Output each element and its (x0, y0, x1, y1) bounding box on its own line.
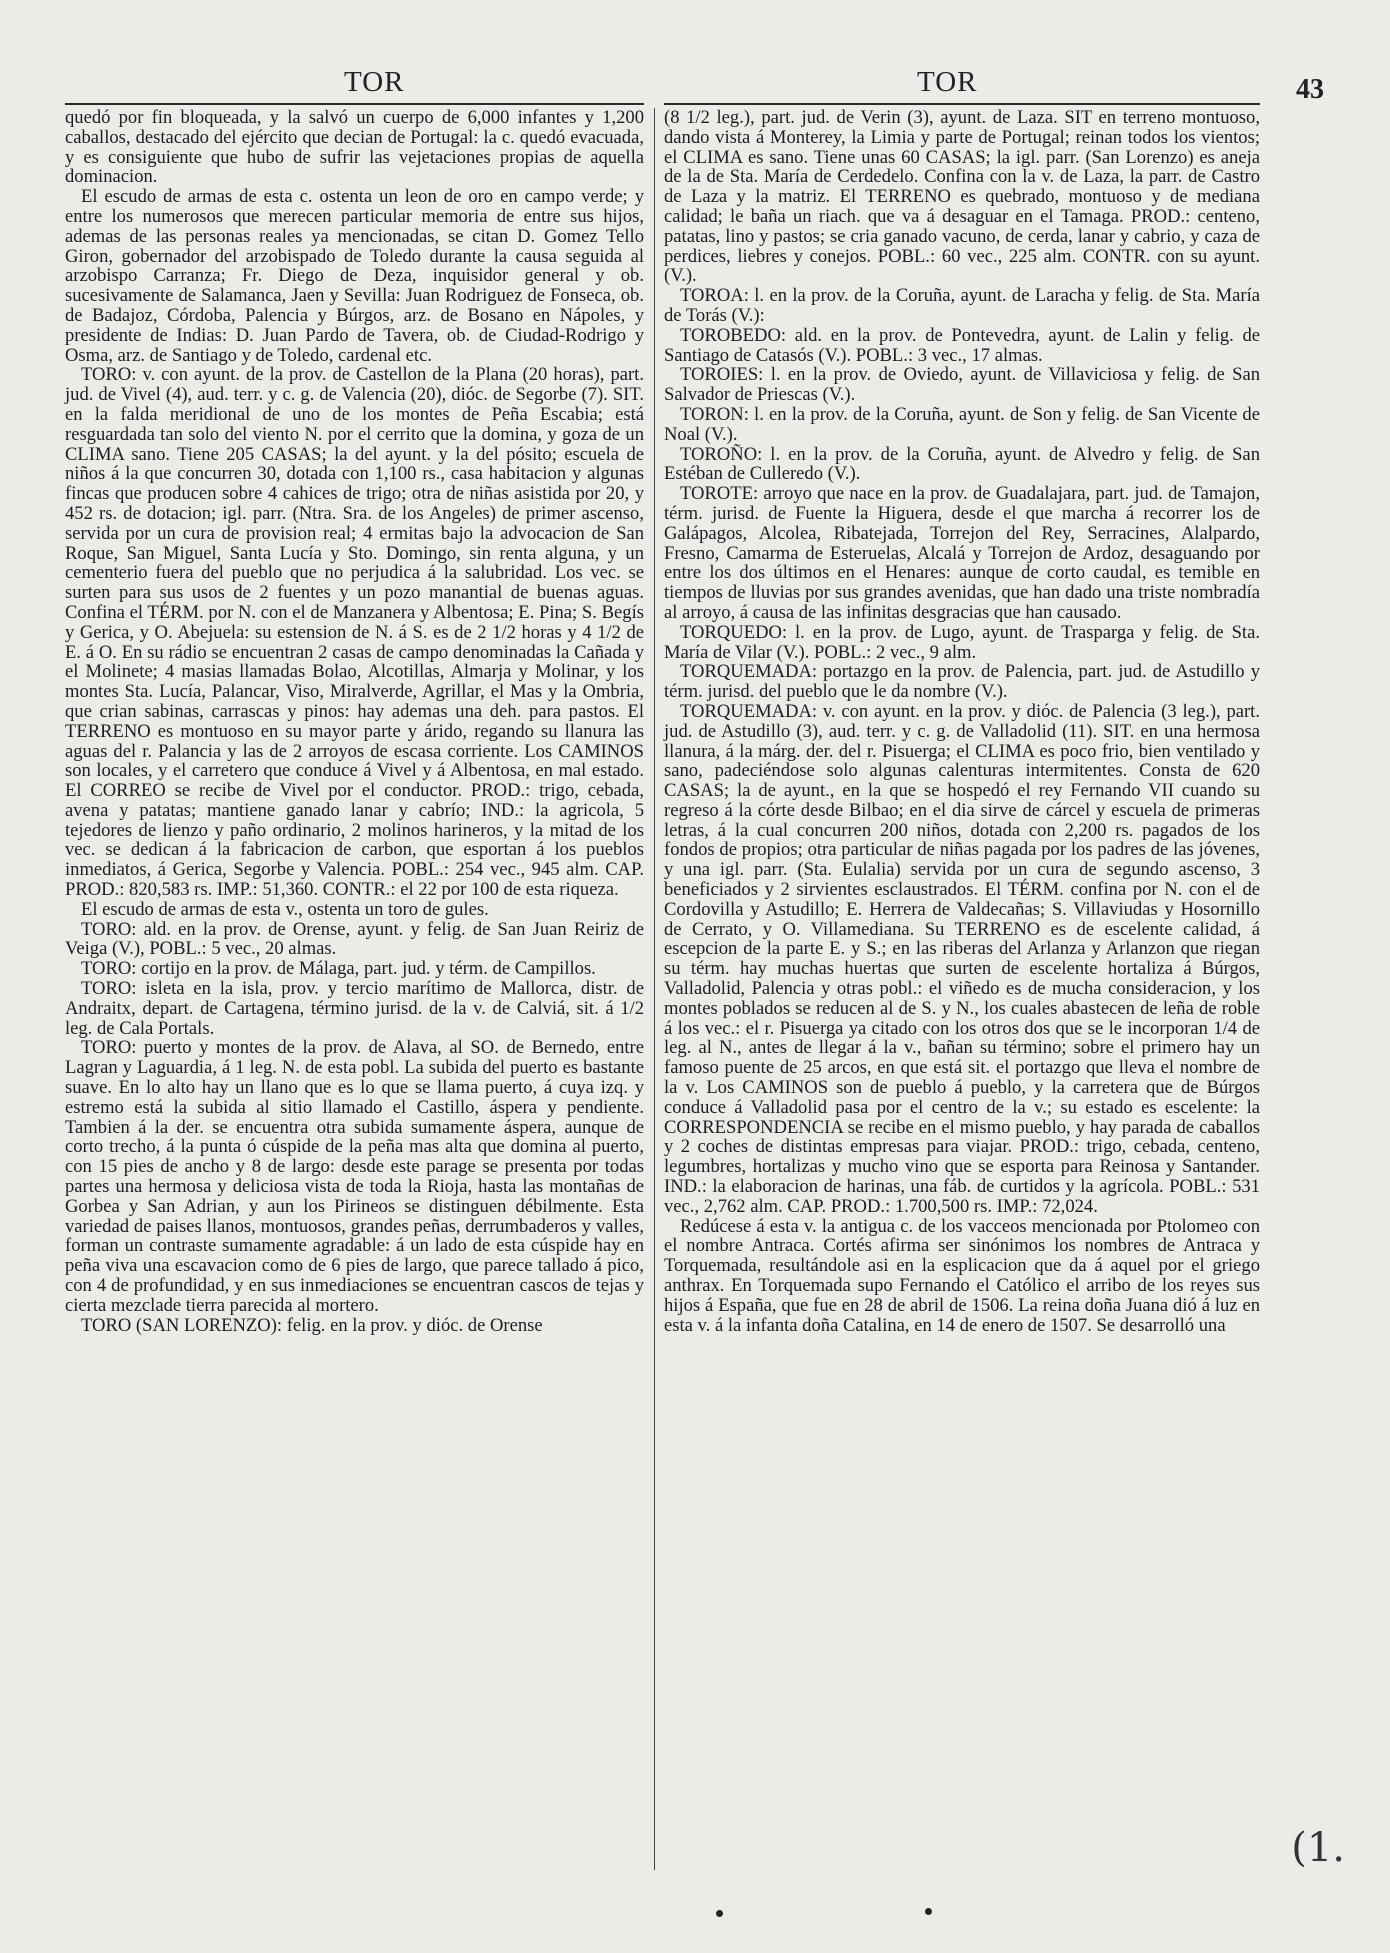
ink-dot (716, 1910, 723, 1917)
entry-toro-isleta: TORO: isleta en la isla, prov. y tercio marítimo de Mallorca, distr. de Andraitx, depart. de Cartagena, término jurisd. de la v. de Calviá, sit. á 1/2 leg. de Cala Portals. (65, 978, 644, 1039)
entry-torquedo: TORQUEDO: l. en la prov. de Lugo, ayunt. de Trasparga y felig. de Sta. María de Vilar (V.). POBL.: 2 vec., 9 alm. (664, 621, 1260, 663)
entry-toroies: TOROIES: l. en la prov. de Oviedo, ayunt. de Villaviciosa y felig. de San Salvador de Priescas (V.). (664, 364, 1260, 406)
paragraph: (8 1/2 leg.), part. jud. de Verin (3), ayunt. de Laza. SIT en terreno montuoso, dando vista á Monterey, la Limia y parte de Portugal; reinan todos los vientos; el CLIMA es sano. Tiene unas 60 CASAS; la igl. parr. (San Lorenzo) es aneja de la de Sta. María de Cerdedelo. Confina con la v. de Laza, la parr. de Castro de Laza y la matriz. El TERRENO es quebrado, montuoso y de mediana calidad; le baña un riach. que va á desaguar en el Tamaga. PROD.: centeno, patatas, lino y pastos; se cria ganado vacuno, de cerda, lanar y cabrio, y caza de perdices, liebres y conejos. POBL.: 60 vec., 225 alm. CONTR. con su ayunt. (V.). (664, 107, 1260, 287)
entry-toron: TORON: l. en la prov. de la Coruña, ayunt. de Son y felig. de San Vicente de Noal (V.). (664, 403, 1260, 445)
entry-toro-castellon: TORO: v. con ayunt. de la prov. de Castellon de la Plana (20 horas), part. jud. de Vivel (4), aud. terr. y c. g. de Valencia (20), dióc. de Segorbe (7). SIT. en la falda meridional de uno de los montes de Peña Escabia; está resguardada tan solo del viento N. por el cerrito que la domina, y goza de un CLIMA sano. Tiene 205 CASAS; la del ayunt. y la del pósito; escuela de niños á la que concurren 30, dotada con 1,100 rs., casa habitacion y algunas fincas que producen sobre 4 cahices de trigo; otra de niñas asistida por 20, y 452 rs. de dotacion; igl. parr. (Ntra. Sra. de los Angeles) de primer ascenso, servida por un cura de provision real; 4 ermitas bajo la advocacion de San Roque, San Miguel, Santa Lucía y Sto. Domingo, sin renta alguna, y un cementerio fuera del pueblo que no perjudica á la salubridad. Los vec. se surten para sus usos de 2 fuentes y un pozo manantial de buenas aguas. Confina el TÉRM. por N. con el de Manzanera y Albentosa; E. Pina; S. Begís y Gerica, y O. Abejuela: su estension de N. á S. es de 2 1/2 horas y 4 1/2 de E. á O. En su rádio se encuentran 2 casas de campo denominadas la Cañada y el Molinete; 4 masias llamadas Bolao, Alcotillas, Almarja y Molinar, y los montes Sta. Lucía, Palancar, Viso, Miralverde, Agrillar, el Mas y la Ombria, que crian sabinas, carrascas y pinos: hay ademas una deh. para pastos. El TERRENO es montuoso en su mayor parte y árido, regando su llanura las aguas del r. Palancia y las de 2 arroyos de escasa corriente. Los CAMINOS son locales, y el carretero que conduce á Vivel y á Albentosa, en mal estado. El CORREO se recibe de Vivel por el conductor. PROD.: trigo, cebada, avena y patatas; mantiene ganado lanar y cabrío; IND.: la agricola, 5 tejedores de lienzo y paño ordinario, 2 molinos harineros, y la mitad de los vec. se dedican á la fabricacion de carbon, que esportan á los pueblos inmediatos, á Gerica, Segorbe y Valencia. POBL.: 254 vec., 945 alm. CAP. PROD.: 820,583 rs. IMP.: 51,360. CONTR.: el 22 por 100 de esta riqueza. (65, 364, 644, 901)
left-column (65, 108, 644, 1335)
entry-torquemada-villa: TORQUEMADA: v. con ayunt. en la prov. y dióc. de Palencia (3 leg.), part. jud. de Astudillo (3), aud. terr. y c. g. de Valladolid (11). SIT. en una hermosa llanura, á la márg. der. del r. Pisuerga; el CLIMA es poco frio, bien ventilado y sano, padeciéndose solo algunas calenturas intermitentes. Consta de 620 CASAS; la de ayunt., en la que se hospedó el rey Fernando VII cuando su regreso á la córte desde Bilbao; en el dia sirve de cárcel y escuela de primeras letras, á la cual concurren 200 niños, dotada con 2,200 rs. pagados de los fondos de propios; otra particular de niñas pagada por los padres de las jóvenes, y una igl. parr. (Sta. Eulalia) servida por un cura de segundo ascenso, 3 beneficiados y 2 sirvientes esclaustrados. El TÉRM. confina por N. con el de Cordovilla y Astudillo; E. Herrera de Valdecañas; S. Villaviudas y Hosornillo de Cerrato, y O. Villamediana. Su TERRENO es de escelente calidad, á escepcion de la parte E. y S.; en las riberas del Arlanza y Arlanzon que riegan su térm. hay muchas huertas que surten de escelente hortaliza á Búrgos, Valladolid, Palencia y otras pobl.: el viñedo es de mucha consideracion, y los montes poblados se reducen al de S. y N., los cuales abastecen de leña de roble á los vec.: el r. Pisuerga ya citado con los otros dos que se le incorporan 1/4 de leg. al N., antes de llegar á la v., bañan su término; sobre el primero hay un famoso puente de 25 arcos, en que está sit. el portazgo que lleva el nombre de la v. Los CAMINOS son de pueblo á pueblo, y la carretera que de Búrgos conduce á Valladolid pasa por el centro de la v.; su estado es escelente: la CORRESPONDENCIA se recibe en el mismo pueblo, y hay parada de caballos y 2 coches de distintas empresas para viajar. PROD.: trigo, cebada, centeno, legumbres, hortalizas y mucho vino que se esporta para Reinosa y Santander. IND.: la elaboracion de harinas, una fáb. de curtidos y la agrícola. POBL.: 531 vec., 2,762 alm. CAP. PROD.: 1.700,500 rs. IMP.: 72,024. (664, 700, 1260, 1217)
entry-torote: TOROTE: arroyo que nace en la prov. de Guadalajara, part. jud. de Tamajon, térm. jurisd. de Fuente la Higuera, desde el que marcha á recorrer los de Galápagos, Alcolea, Ribatejada, Torrejon del Rey, Serracines, Alalpardo, Fresno, Camarma de Esteruelas, Alcalá y Torrejon de Ardoz, desaguando por entre los dos últimos en el Henares: aunque de corto caudal, es temible en tiempos de lluvias por sus grandes avenidas, que han dado una triste nombradía al arroyo, á causa de las infinitas desgracias que han causado. (664, 483, 1260, 623)
ink-dot (925, 1908, 932, 1915)
header-rule-left (65, 103, 644, 105)
entry-toroa: TOROA: l. en la prov. de la Coruña, ayunt. de Laracha y felig. de Sta. María de Torás (V.): (664, 285, 1260, 326)
entry-toro-san-lorenzo: TORO (SAN LORENZO): felig. en la prov. y dióc. de Orense (81, 1314, 543, 1336)
paragraph: quedó por fin bloqueada, y la salvó un cuerpo de 6,000 infantes y 1,200 caballos, destacado del ejército que decian de Portugal: la c. quedó evacuada, y es consiguiente que hubo de sufrir las vejetaciones propias de aquella dominacion. (65, 107, 644, 188)
running-head-right: TOR (917, 66, 978, 98)
page-number: 43 (1296, 74, 1324, 105)
column-divider (654, 108, 655, 1870)
entry-toro-orense: TORO: ald. en la prov. de Orense, ayunt. y felig. de San Juan Reiriz de Veiga (V.), POBL.: 5 vec., 20 almas. (65, 918, 644, 960)
paragraph: El escudo de armas de esta v., ostenta un toro de gules. (81, 898, 489, 920)
running-head-left: TOR (344, 66, 405, 98)
entry-torono: TOROÑO: l. en la prov. de la Coruña, ayunt. de Alvedro y felig. de San Estéban de Culleredo (V.). (664, 443, 1260, 485)
right-column (664, 108, 1260, 1335)
paragraph: El escudo de armas de esta c. ostenta un leon de oro en campo verde; y entre los numerosos que merecen particular memoria de entre sus hijos, ademas de las personas reales ya mencionadas, se citan D. Gomez Tello Giron, gobernador del arzobispado de Toledo durante la causa seguida al arzobispo Carranza; Fr. Diego de Deza, inquisidor general y ob. sucesivamente de Salamanca, Jaen y Sevilla: Juan Rodriguez de Fonseca, ob. de Badajoz, Córdoba, Palencia y Búrgos, arz. de Bosano en Nápoles, y presidente de Indias: D. Juan Pardo de Tavera, ob. de Ciudad-Rodrigo y Osma, arz. de Santiago y de Toledo, cardenal etc. (65, 186, 644, 366)
entry-torobedo: TOROBEDO: ald. en la prov. de Pontevedra, ayunt. de Lalin y felig. de Santiago de Catasós (V.). POBL.: 3 vec., 17 almas. (664, 324, 1260, 366)
entry-torquemada-portazgo: TORQUEMADA: portazgo en la prov. de Palencia, part. jud. de Astudillo y térm. jurisd. del pueblo que le da nombre (V.). (664, 661, 1260, 703)
paragraph: Redúcese á esta v. la antigua c. de los vacceos mencionada por Ptolomeo con el nombre Antraca. Cortés afirma ser sinónimos los nombres de Antraca y Torquemada, resultándole asi en la esplicacion que da á aquel por el griego anthrax. En Torquemada supo Fernando el Católico el arribo de los reyes sus hijos á España, que fue en 28 de abril de 1506. La reina doña Juana dió á luz en esta v. á la infanta doña Catalina, en 14 de enero de 1507. Se desarrolló una (664, 1215, 1260, 1336)
signature-mark: (1. (1291, 1825, 1345, 1871)
entry-toro-malaga: TORO: cortijo en la prov. de Málaga, part. jud. y térm. de Campillos. (81, 958, 596, 980)
header-rule-right (664, 103, 1260, 105)
entry-toro-puerto: TORO: puerto y montes de la prov. de Alava, al SO. de Bernedo, entre Lagran y Laguardia, á 1 leg. N. de esta pobl. La subida del puerto es bastante suave. En lo alto hay un llano que es lo que se llama puerto, á cuya izq. y estremo está la subida al sitio llamado el Castillo, áspera y pendiente. Tambien á la der. se encuentra otra subida sumamente áspera, aunque de corto trecho, á la punta ó cúspide de la peña mas alta que domina al puerto, con 15 pies de ancho y 8 de largo: desde este parage se presenta por todas partes una hermosa y deliciosa vista de toda la Rioja, hasta las montañas de Gorbea y San Adrian, y aun los Pirineos se distinguen débilmente. Esta variedad de paises llanos, montuosos, grandes peñas, derrumbaderos y valles, forman un contraste sumamente agradable: á un lado de esta cúspide hay en peña viva una escavacion como de 6 pies de largo, que parece tallado á pico, con 4 de profundidad, y en sus inmediaciones se encuentran cascos de tejas y cierta mezclade tierra parecida al mortero. (65, 1037, 644, 1316)
